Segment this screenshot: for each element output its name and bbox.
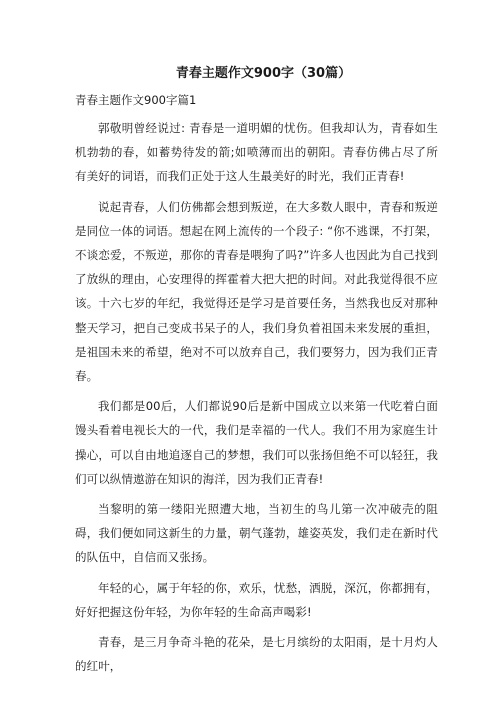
paragraph-5: 年轻的心，属于年轻的你，欢乐，忧愁，洒脱，深沉，你都拥有，好好把握这份年轻，为你年轻的生命高声喝彩! [75,580,438,619]
paragraph-1: 郭敬明曾经说过: 青春是一道明媚的忧伤。但我却认为，青春如生机勃勃的春，如蓄势待发的箭;如喷薄而出的朝阳。青春仿佛占尽了所有美好的词语，而我们正处于这人生最美好的时光，我们正青春! [75,121,438,184]
paragraph-2: 说起青春，人们仿佛都会想到叛逆，在大多数人眼中，青春和叛逆是同位一体的词语。想起在网上流传的一个段子: “你不逃课，不打架，不谈恋爱，不叛逆，那你的青春是喂狗了吗?”许多人也因此为自己找到了放纵的理由，心安理得的挥霍着大把大把的时间。对此我觉得很不应该。十六七岁的年纪，我觉得还是学习是首要任务，当然我也反对那种整天学习，把自己变成书呆子的人，我们身负着祖国未来发展的重担，是祖国未来的希望，绝对不可以放弃自己，我们要努力，因为我们正青春。 [75,199,438,384]
paragraph-3: 我们都是00后，人们都说90后是新中国成立以来第一代吃着白面馒头看着电视长大的一代，我们是幸福的一代人。我们不用为家庭生计操心，可以自由地追逐自己的梦想，我们可以张扬但绝不可以轻狂，我们可以纵情遨游在知识的海洋，因为我们正青春! [75,399,438,486]
paragraph-6: 青春，是三月争奇斗艳的花朵，是七月缤纷的太阳雨，是十月灼人的红叶， [75,635,438,674]
paragraph-4: 当黎明的第一缕阳光照遭大地，当初生的鸟儿第一次冲破壳的阻碍，我们便如同这新生的力量，朝气蓬勃，雄姿英发，我们走在新时代的队伍中，自信而又张扬。 [75,502,438,565]
document-title: 青春主题作文900字（30篇） [175,66,352,81]
section-heading: 青春主题作文900字篇1 [75,93,197,107]
